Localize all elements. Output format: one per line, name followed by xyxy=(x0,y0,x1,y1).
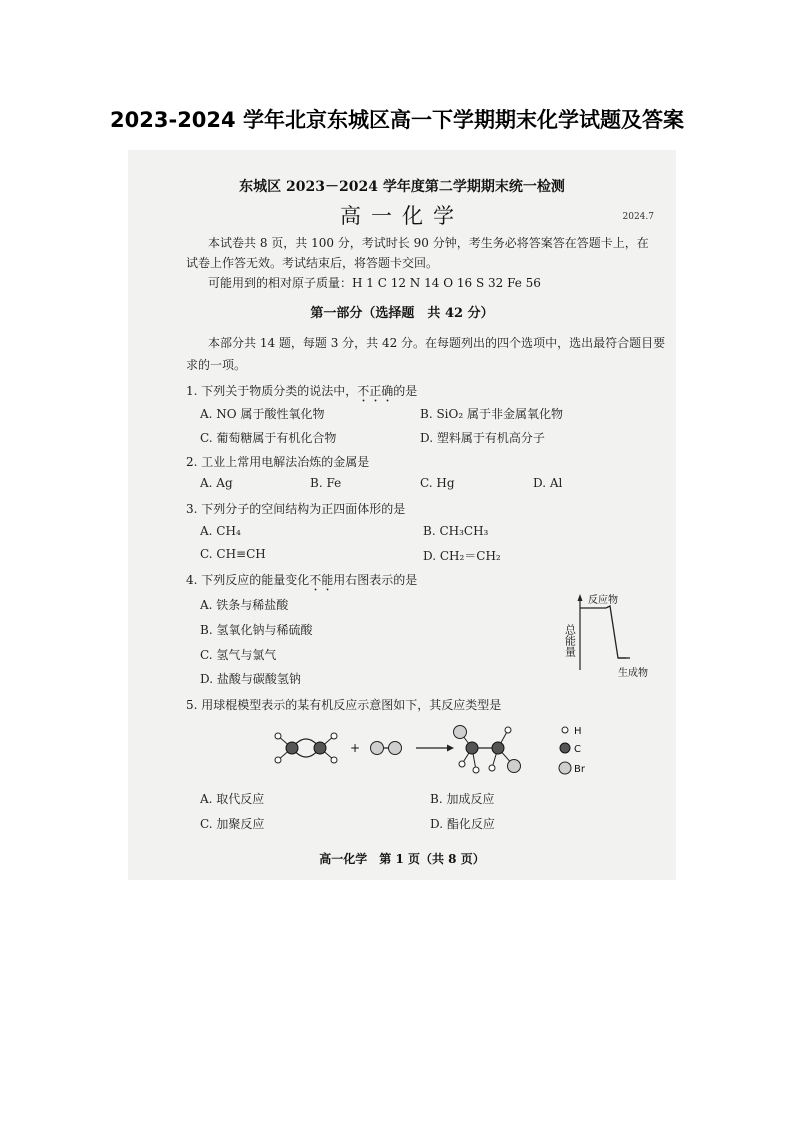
q5-option-a: A. 取代反应 xyxy=(200,792,265,806)
reaction-arrow-head xyxy=(447,745,454,752)
dibromoethane-molecule xyxy=(454,726,521,774)
q5-option-d: D. 酯化反应 xyxy=(430,817,495,831)
q2-option-d: D. Al xyxy=(533,476,563,490)
q1-option-b: B. SiO₂ 属于非金属氧化物 xyxy=(420,407,563,421)
question-4-stem: 4. 下列反应的能量变化不能用右图表示的是 xyxy=(186,573,418,587)
legend-br: Br xyxy=(574,764,585,775)
exam-subject: 高一化学 xyxy=(340,204,464,228)
legend-h: H xyxy=(574,726,582,737)
q3-option-c: C. CH≡CH xyxy=(200,547,266,561)
q4-option-b: B. 氢氧化钠与稀硫酸 xyxy=(200,623,313,637)
q3-option-d: D. CH₂＝CH₂ xyxy=(423,549,501,563)
q3-option-a: A. CH₄ xyxy=(200,524,241,538)
q1-option-d: D. 塑料属于有机高分子 xyxy=(420,431,545,445)
scanned-exam-page xyxy=(128,150,676,880)
atom-legend xyxy=(559,726,586,775)
question-1-stem: 1. 下列关于物质分类的说法中，不正确的是 xyxy=(186,384,418,398)
atomic-masses: 可能用到的相对原子质量：H 1 C 12 N 14 O 16 S 32 Fe 56 xyxy=(208,276,541,290)
q3-option-b: B. CH₃CH₃ xyxy=(423,524,489,538)
question-2-stem: 2. 工业上常用电解法冶炼的金属是 xyxy=(186,455,370,469)
ball-stick-reaction xyxy=(258,720,598,792)
q1-option-c: C. 葡萄糖属于有机化合物 xyxy=(200,431,337,445)
instructions-line-1: 本试卷共 8 页，共 100 分，考试时长 90 分钟，考生务必将答案答在答题卡上，在 xyxy=(208,236,649,250)
q4-option-c: C. 氢气与氯气 xyxy=(200,648,277,662)
page-footer: 高一化学 第 1 页（共 8 页） xyxy=(319,852,485,866)
exam-header: 东城区 2023－2024 学年度第二学期期末统一检测 xyxy=(239,179,565,195)
section-title: 第一部分（选择题 共 42 分） xyxy=(310,306,494,321)
energy-ylabel: 总能量 xyxy=(563,624,577,657)
section-desc-line-1: 本部分共 14 题，每题 3 分，共 42 分。在每题列出的四个选项中，选出最符合题目要 xyxy=(208,336,666,350)
q2-option-b: B. Fe xyxy=(310,476,342,490)
reaction-curve xyxy=(606,606,626,658)
question-3-stem: 3. 下列分子的空间结构为正四面体形的是 xyxy=(186,502,406,516)
energy-diagram xyxy=(558,590,668,685)
exam-date: 2024.7 xyxy=(622,212,654,222)
document-title: 2023-2024 学年北京东城区高一下学期期末化学试题及答案 xyxy=(110,108,684,132)
q5-option-b: B. 加成反应 xyxy=(430,792,495,806)
q2-option-c: C. Hg xyxy=(420,476,455,490)
question-5-stem: 5. 用球棍模型表示的某有机反应示意图如下，其反应类型是 xyxy=(186,698,502,712)
section-desc-line-2: 求的一项。 xyxy=(186,358,247,372)
plus-sign: + xyxy=(350,741,361,755)
legend-c: C xyxy=(574,744,581,755)
q4-option-d: D. 盐酸与碳酸氢钠 xyxy=(200,672,301,686)
energy-axis-arrow xyxy=(578,594,583,601)
q1-option-a: A. NO 属于酸性氧化物 xyxy=(200,407,325,421)
q4-option-a: A. 铁条与稀盐酸 xyxy=(200,598,289,612)
instructions-line-2: 试卷上作答无效。考试结束后，将答题卡交回。 xyxy=(186,256,439,270)
q5-option-c: C. 加聚反应 xyxy=(200,817,265,831)
product-label: 生成物 xyxy=(618,668,648,679)
reactant-label: 反应物 xyxy=(588,595,618,606)
ethene-molecule xyxy=(275,733,337,763)
q2-option-a: A. Ag xyxy=(200,476,233,490)
bromine-molecule xyxy=(371,742,402,755)
